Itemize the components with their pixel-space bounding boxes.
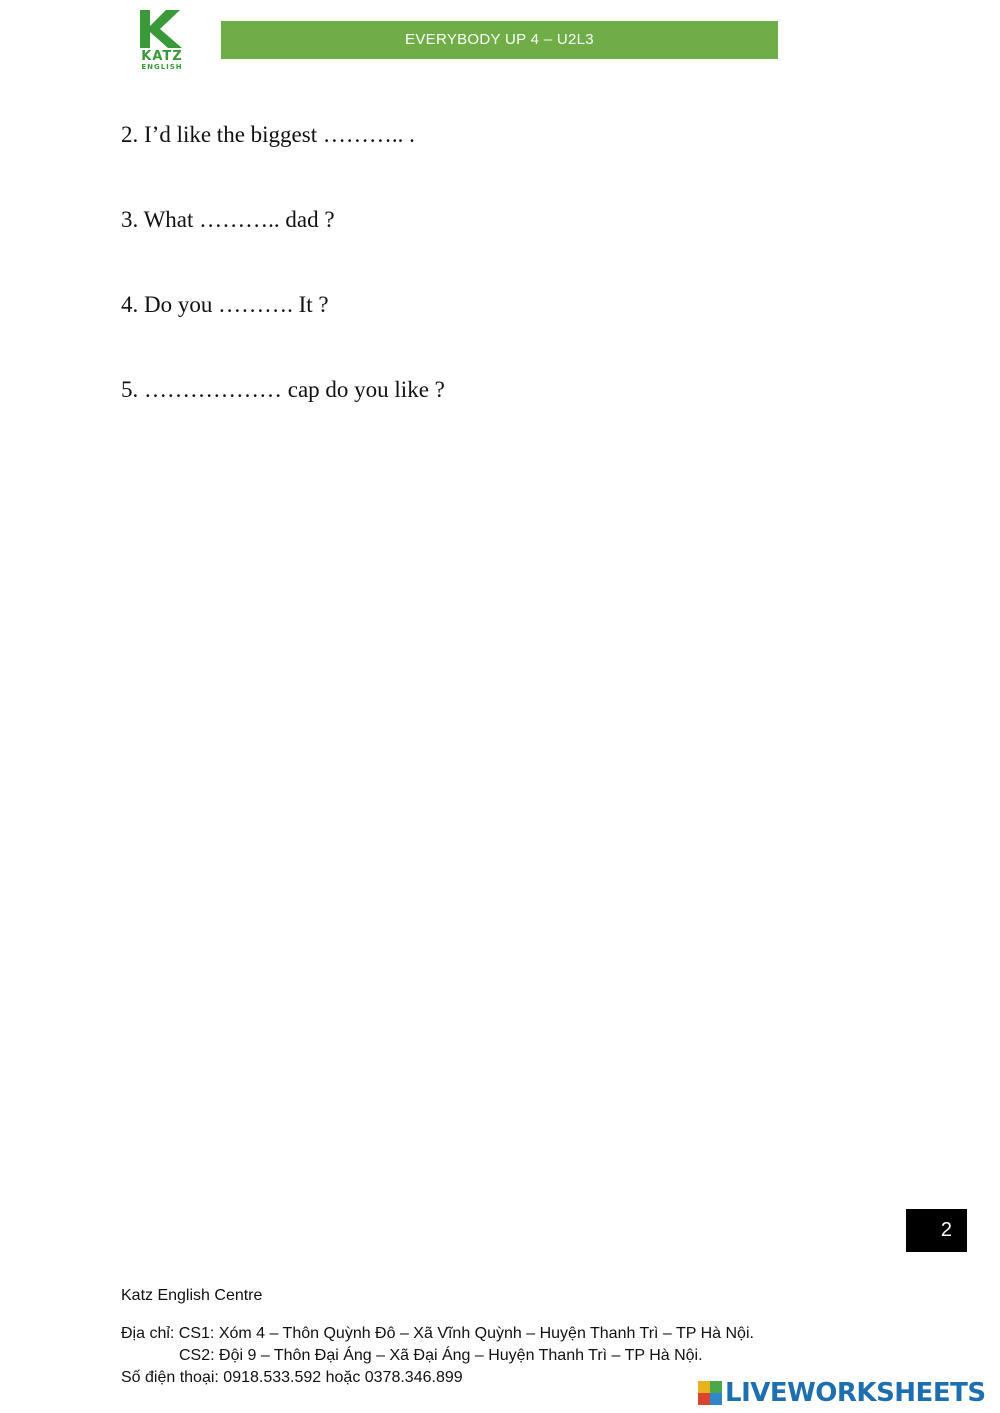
page-number-badge bbox=[906, 1209, 967, 1252]
logo-subtitle: ENGLISH bbox=[141, 63, 183, 71]
liveworksheets-watermark bbox=[698, 1378, 986, 1408]
question-5: 5. ……………… cap do you like ? bbox=[121, 377, 445, 402]
logo-text bbox=[136, 50, 188, 71]
question-3: 3. What ……….. dad ? bbox=[121, 207, 335, 232]
centre-name: Katz English Centre bbox=[121, 1287, 263, 1304]
logo-brand: KATZ bbox=[141, 49, 183, 64]
header-title-bar bbox=[221, 21, 778, 59]
phone-line: Số điện thoại: 0918.533.592 hoặc 0378.346.899 bbox=[121, 1369, 463, 1386]
liveworksheets-logo-icon bbox=[698, 1381, 722, 1405]
katz-k-logo-icon bbox=[136, 8, 188, 50]
question-2: 2. I’d like the biggest ……….. . bbox=[121, 122, 415, 147]
katz-logo bbox=[136, 8, 188, 72]
watermark-text: LIVEWORKSHEETS bbox=[725, 1378, 986, 1408]
address-line-1: Địa chỉ: CS1: Xóm 4 – Thôn Quỳnh Đô – Xã Vĩnh Quỳnh – Huyện Thanh Trì – TP Hà Nội. bbox=[121, 1325, 754, 1342]
page-number: 2 bbox=[940, 1219, 952, 1241]
question-list bbox=[121, 118, 821, 458]
question-4: 4. Do you ………. It ? bbox=[121, 292, 329, 317]
footer bbox=[121, 1285, 881, 1389]
address-line-2: CS2: Đội 9 – Thôn Đại Áng – Xã Đại Áng – Huyện Thanh Trì – TP Hà Nội. bbox=[179, 1347, 703, 1364]
worksheet-title: EVERYBODY UP 4 – U2L3 bbox=[405, 31, 594, 48]
